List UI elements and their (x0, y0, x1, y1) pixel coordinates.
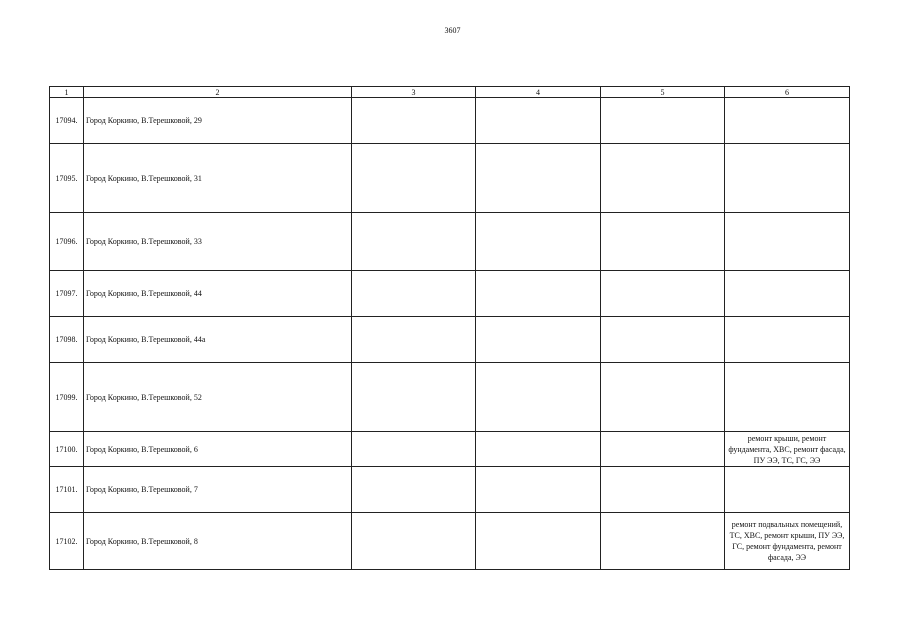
row-cell-3 (352, 271, 476, 317)
row-cell-5 (601, 98, 725, 144)
column-header-3: 3 (352, 87, 476, 98)
row-cell-4 (476, 467, 601, 513)
row-address: Город Коркино, В.Терешковой, 31 (84, 144, 352, 213)
row-cell-4 (476, 317, 601, 363)
row-cell-3 (352, 363, 476, 432)
row-number: 17100. (50, 432, 84, 467)
column-header-4: 4 (476, 87, 601, 98)
table-row (50, 467, 850, 513)
row-works: ремонт крыши, ремонт фундамента, ХВС, ремонт фасада, ПУ ЭЭ, ТС, ГС, ЭЭ (725, 432, 850, 467)
column-header-1: 1 (50, 87, 84, 98)
row-cell-5 (601, 271, 725, 317)
table-row (50, 432, 850, 467)
row-address: Город Коркино, В.Терешковой, 44 (84, 271, 352, 317)
row-number: 17094. (50, 98, 84, 144)
header-row (50, 87, 850, 98)
row-address: Город Коркино, В.Терешковой, 7 (84, 467, 352, 513)
row-works: ремонт подвальных помещений, ТС, ХВС, ремонт крыши, ПУ ЭЭ, ГС, ремонт фундамента, ремонт фасада, ЭЭ (725, 513, 850, 570)
row-cell-3 (352, 467, 476, 513)
row-cell-3 (352, 213, 476, 271)
row-number: 17099. (50, 363, 84, 432)
register-table (49, 86, 850, 570)
column-header-5: 5 (601, 87, 725, 98)
table-row (50, 317, 850, 363)
row-works (725, 363, 850, 432)
row-cell-4 (476, 432, 601, 467)
row-cell-3 (352, 432, 476, 467)
row-cell-3 (352, 144, 476, 213)
row-works (725, 317, 850, 363)
row-cell-5 (601, 467, 725, 513)
row-works (725, 213, 850, 271)
row-cell-4 (476, 144, 601, 213)
row-cell-4 (476, 363, 601, 432)
row-cell-5 (601, 317, 725, 363)
row-cell-5 (601, 363, 725, 432)
row-cell-3 (352, 98, 476, 144)
row-works (725, 467, 850, 513)
row-address: Город Коркино, В.Терешковой, 29 (84, 98, 352, 144)
row-cell-4 (476, 213, 601, 271)
row-address: Город Коркино, В.Терешковой, 33 (84, 213, 352, 271)
row-works (725, 144, 850, 213)
row-cell-3 (352, 317, 476, 363)
row-address: Город Коркино, В.Терешковой, 44а (84, 317, 352, 363)
row-address: Город Коркино, В.Терешковой, 8 (84, 513, 352, 570)
column-header-2: 2 (84, 87, 352, 98)
row-cell-4 (476, 271, 601, 317)
row-cell-4 (476, 98, 601, 144)
table-row (50, 213, 850, 271)
row-number: 17101. (50, 467, 84, 513)
row-cell-4 (476, 513, 601, 570)
page-number: 3607 (444, 26, 461, 35)
row-works (725, 98, 850, 144)
table-row (50, 271, 850, 317)
row-address: Город Коркино, В.Терешковой, 52 (84, 363, 352, 432)
row-number: 17097. (50, 271, 84, 317)
row-number: 17098. (50, 317, 84, 363)
row-number: 17096. (50, 213, 84, 271)
row-cell-3 (352, 513, 476, 570)
row-address: Город Коркино, В.Терешковой, 6 (84, 432, 352, 467)
table-row (50, 363, 850, 432)
table-row (50, 144, 850, 213)
row-cell-5 (601, 513, 725, 570)
row-cell-5 (601, 144, 725, 213)
row-cell-5 (601, 432, 725, 467)
row-works (725, 271, 850, 317)
row-number: 17102. (50, 513, 84, 570)
row-cell-5 (601, 213, 725, 271)
row-number: 17095. (50, 144, 84, 213)
table-row (50, 98, 850, 144)
table-row (50, 513, 850, 570)
column-header-6: 6 (725, 87, 850, 98)
